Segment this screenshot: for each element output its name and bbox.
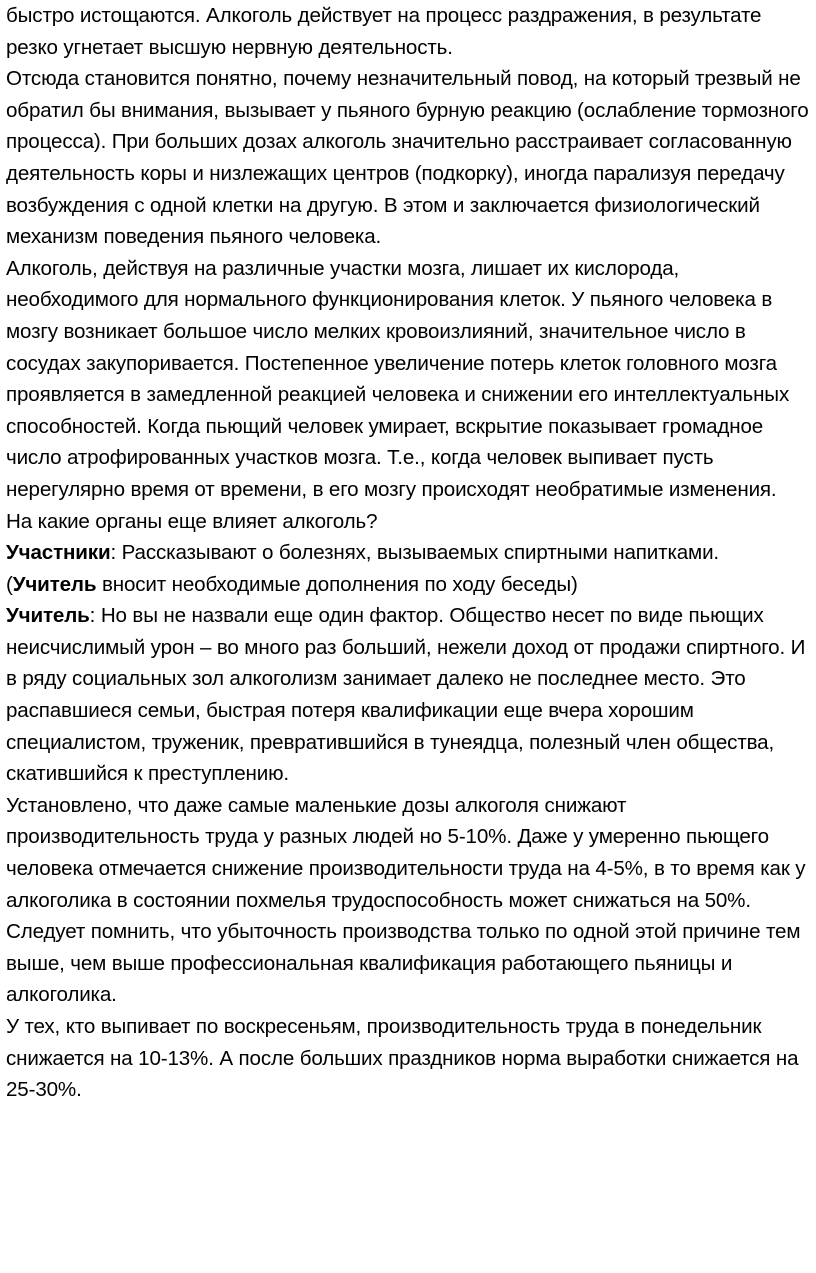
question-paragraph: На какие органы еще влияет алкоголь? [6, 509, 378, 533]
teacher-note-label: Учитель [12, 572, 97, 596]
teacher-note-paragraph [6, 569, 810, 601]
paragraph-1: быстро истощаются. Алкоголь действует на процесс раздражения, в результате резко угнетает высшую нервную деятельность. [6, 4, 762, 59]
teacher-label: Учитель [6, 604, 90, 628]
teacher-paragraph [6, 600, 810, 790]
teacher-note-open-paren: ( [6, 572, 13, 596]
paragraph-3: Алкоголь, действуя на различные участки мозга, лишает их кислорода, необходимого для нормального функционирования клеток. У пьяного человека в мозгу возникает большое число мелких кровоизлияний, значительное число в сосудах закупоривается. Постепенное увеличение потерь клеток головного мозга проявляется в замедленной реакцией человека и снижении его интеллектуальных способностей. Когда пьющий человек умирает, вскрытие показывает громадное число атрофированных участков мозга. Т.е., когда человек выпивает пусть нерегулярно время от времени, в его мозгу происходят необратимые изменения. [6, 256, 790, 501]
paragraph-8: Установлено, что даже самые маленькие дозы алкоголя снижают производительность труда у разных людей но 5-10%. Даже у умеренно пьющего человека отмечается снижение производительности труда на 4-5%, в то время как у алкоголика в состоянии похмелья трудоспособность может снижаться на 50%. Следует помнить, что убыточность производства только по одной этой причине тем выше, чем выше профессиональная квалификация работающего пьяницы и алкоголика. [6, 793, 806, 1007]
participants-paragraph [6, 537, 810, 569]
paragraph-9: У тех, кто выпивает по воскресеньям, производительность труда в понедельник снижается на 10-13%. А после больших праздников норма выработки снижается на 25-30%. [6, 1015, 799, 1102]
participants-label: Участники [6, 541, 111, 565]
teacher-text: : Но вы не назвали еще один фактор. Общество несет по виде пьющих неисчислимый урон – во много раз больший, нежели доход от продажи спиртного. И в ряду социальных зол алкоголизм занимает далеко не последнее место. Это распавшиеся семьи, быстрая потеря квалификации еще вчера хорошим специалистом, труженик, превратившийся в тунеядца, полезный член общества, скатившийся к преступлению. [6, 604, 806, 786]
participants-text: : Рассказывают о болезнях, вызываемых спиртными напитками. [110, 541, 719, 565]
paragraph-2: Отсюда становится понятно, почему незначительный повод, на который трезвый не обратил бы внимания, вызывает у пьяного бурную реакцию (ослабление тормозного процесса). При больших дозах алкоголь значительно расстраивает согласованную деятельность коры и низлежащих центров (подкорку), иногда парализуя передачу возбуждения с одной клетки на другую. В этом и заключается физиологический механизм поведения пьяного человека. [6, 67, 809, 249]
teacher-note-text: вносит необходимые дополнения по ходу беседы) [96, 572, 578, 596]
